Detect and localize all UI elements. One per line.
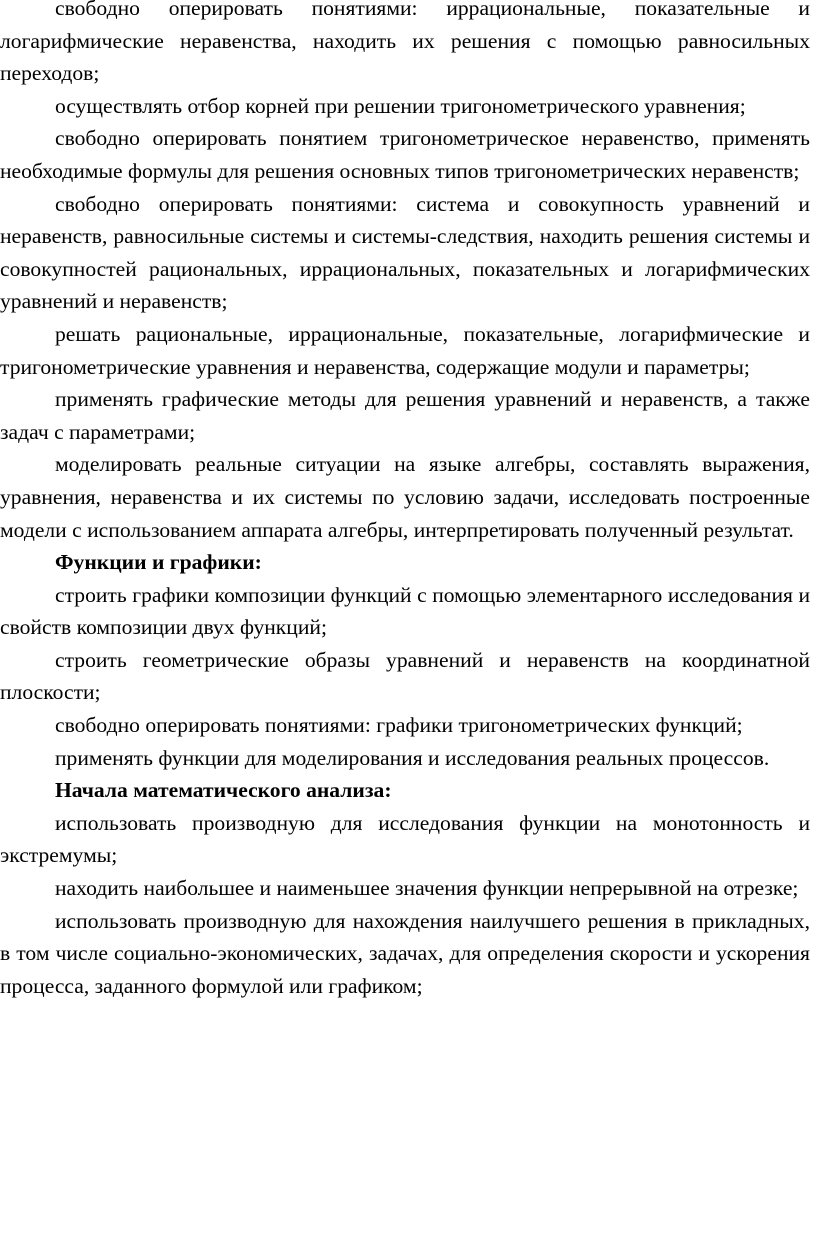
paragraph-root-selection: осуществлять отбор корней при решении тригонометрического уравнения; bbox=[55, 93, 746, 118]
paragraph-modeling: моделировать реальные ситуации на языке алгебры, составлять выражения, уравнения, неравенства и их системы по условию задачи, исследовать построенные модели с использованием аппарата алгебры, интерпретировать полученный результат. bbox=[0, 452, 810, 542]
paragraph-extrema-on-segment: находить наибольшее и наименьшее значения функции непрерывной на отрезке; bbox=[55, 876, 799, 901]
paragraph-graphical-methods: применять графические методы для решения уравнений и неравенств, а также задач с параметрами; bbox=[0, 387, 810, 444]
paragraph-inequalities: свободно оперировать понятиями: иррациональные, показательные и логарифмические неравенства, находить их решения с помощью равносильных переходов; bbox=[0, 0, 810, 86]
paragraph-applied-derivative: использовать производную для нахождения наилучшего решения в прикладных, в том числе социально-экономических, задачах, для определения скорости и ускорения процесса, заданного формулой или графиком; bbox=[0, 908, 810, 998]
paragraph-composition-graphs: строить графики композиции функций с помощью элементарного исследования и свойств композиции двух функций; bbox=[0, 582, 810, 640]
section-heading-analysis: Начала математического анализа: bbox=[55, 778, 392, 803]
paragraph-modules-parameters: решать рациональные, иррациональные, показательные, логарифмические и тригонометрические уравнения и неравенства, содержащие модули и параметры; bbox=[0, 321, 810, 379]
paragraph-trig-inequality: свободно оперировать понятием тригонометрическое неравенство, применять необходимые формулы для решения основных типов тригонометрических неравенств; bbox=[0, 126, 810, 183]
paragraph-systems: свободно оперировать понятиями: система и совокупность уравнений и неравенств, равносильные системы и системы-следствия, находить решения системы и совокупностей рациональных, иррациональных, показательных и логарифмических уравнений и неравенств; bbox=[0, 191, 810, 314]
paragraph-monotonicity: использовать производную для исследования функции на монотонность и экстремумы; bbox=[0, 810, 810, 868]
paragraph-function-modeling: применять функции для моделирования и исследования реальных процессов. bbox=[55, 745, 770, 770]
section-heading-functions: Функции и графики: bbox=[55, 550, 262, 575]
paragraph-trig-graphs: свободно оперировать понятиями: графики тригонометрических функций; bbox=[55, 713, 743, 738]
paragraph-geometric-images: строить геометрические образы уравнений и неравенств на координатной плоскости; bbox=[0, 647, 810, 705]
